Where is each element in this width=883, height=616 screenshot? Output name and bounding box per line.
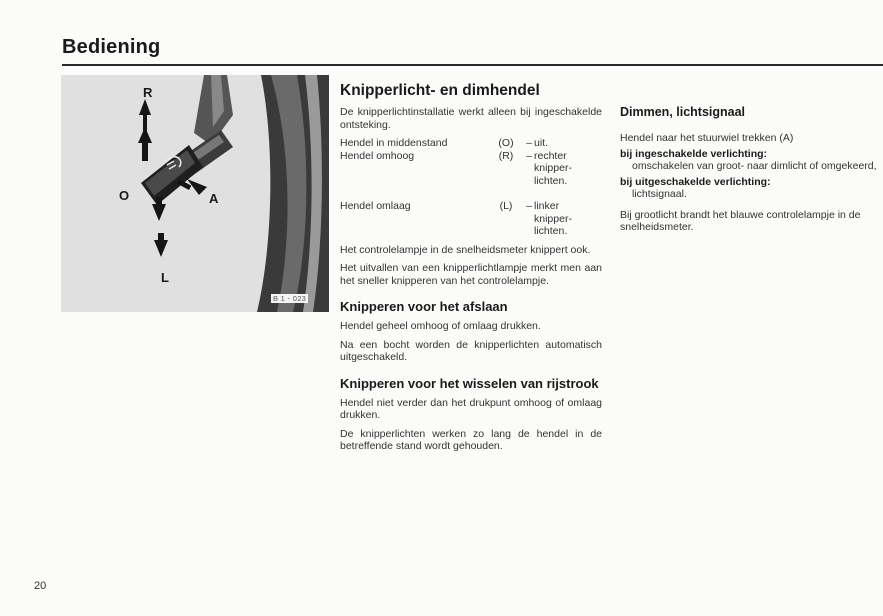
row-result: uit. <box>534 137 549 149</box>
row-code: (O) <box>498 137 514 149</box>
figure-code: B 1 - 023 <box>273 294 307 303</box>
label-r: R <box>143 85 153 100</box>
rijstrook-paragraph-2: De knipperlichten werken zo lang de hendel in de betreffende stand wordt gehouden. <box>340 427 602 452</box>
lever-positions-table <box>340 137 589 238</box>
dimmen-line: Hendel naar het stuurwiel trekken (A) <box>620 132 794 144</box>
page-header-title: Bediening <box>62 36 161 58</box>
label-a: A <box>209 191 219 206</box>
row-desc: Hendel in middenstand <box>340 137 448 149</box>
dimmen-title: Dimmen, lichtsignaal <box>620 105 746 119</box>
row-code: (L) <box>499 200 513 212</box>
middle-column <box>340 82 602 459</box>
row-dash: – <box>526 200 532 212</box>
controle-paragraph: Het controlelampje in de snelheidsmeter knippert ook. <box>340 243 591 256</box>
header-rule <box>62 64 883 66</box>
ingeschakeld-label: bij ingeschakelde verlichting: <box>620 147 768 160</box>
row-result: linker knipper-lichten. <box>534 200 572 237</box>
grootlicht-paragraph: Bij grootlicht brandt het blauwe controlelampje in de snelheidsmeter. <box>620 208 861 233</box>
label-l: L <box>161 270 169 285</box>
lever-illustration <box>61 75 329 312</box>
lever-drawing <box>61 75 329 312</box>
uitvallen-paragraph: Het uitvallen van een knipperlichtlampje merkt men aan het sneller knipperen van het controlelampje. <box>340 262 602 287</box>
table-row <box>340 187 589 238</box>
row-code: (R) <box>498 149 514 162</box>
label-o: O <box>119 188 130 203</box>
rijstrook-paragraph-1: Hendel niet verder dan het drukpunt omhoog of omlaag drukken. <box>340 396 602 421</box>
row-result: rechter knipper-lichten. <box>534 149 572 187</box>
uitgeschakeld-label: bij uitgeschakelde verlichting: <box>620 175 771 188</box>
afslaan-paragraph-2: Na een bocht worden de knipperlichten automatisch uitgeschakeld. <box>340 338 602 363</box>
table-row <box>340 137 589 150</box>
uitgeschakeld-text: lichtsignaal. <box>632 188 687 200</box>
page-number: 20 <box>34 580 47 592</box>
afslaan-paragraph-1: Hendel geheel omhoog of omlaag drukken. <box>340 320 541 332</box>
row-dash: – <box>526 149 532 162</box>
ingeschakeld-text: omschakelen van groot- naar dimlicht of omgekeerd, <box>632 160 877 172</box>
table-row <box>340 150 589 188</box>
row-desc: Hendel omhoog <box>340 149 415 162</box>
right-column <box>620 105 883 234</box>
intro-paragraph: De knipperlichtinstallatie werkt alleen bij ingeschakelde ontsteking. <box>340 106 602 131</box>
section-title: Knipperlicht- en dimhendel <box>340 82 540 99</box>
row-desc: Hendel omlaag <box>340 200 411 212</box>
afslaan-title: Knipperen voor het afslaan <box>340 299 508 314</box>
rijstrook-title: Knipperen voor het wisselen van rijstrook <box>340 375 599 391</box>
row-dash: – <box>526 137 532 149</box>
